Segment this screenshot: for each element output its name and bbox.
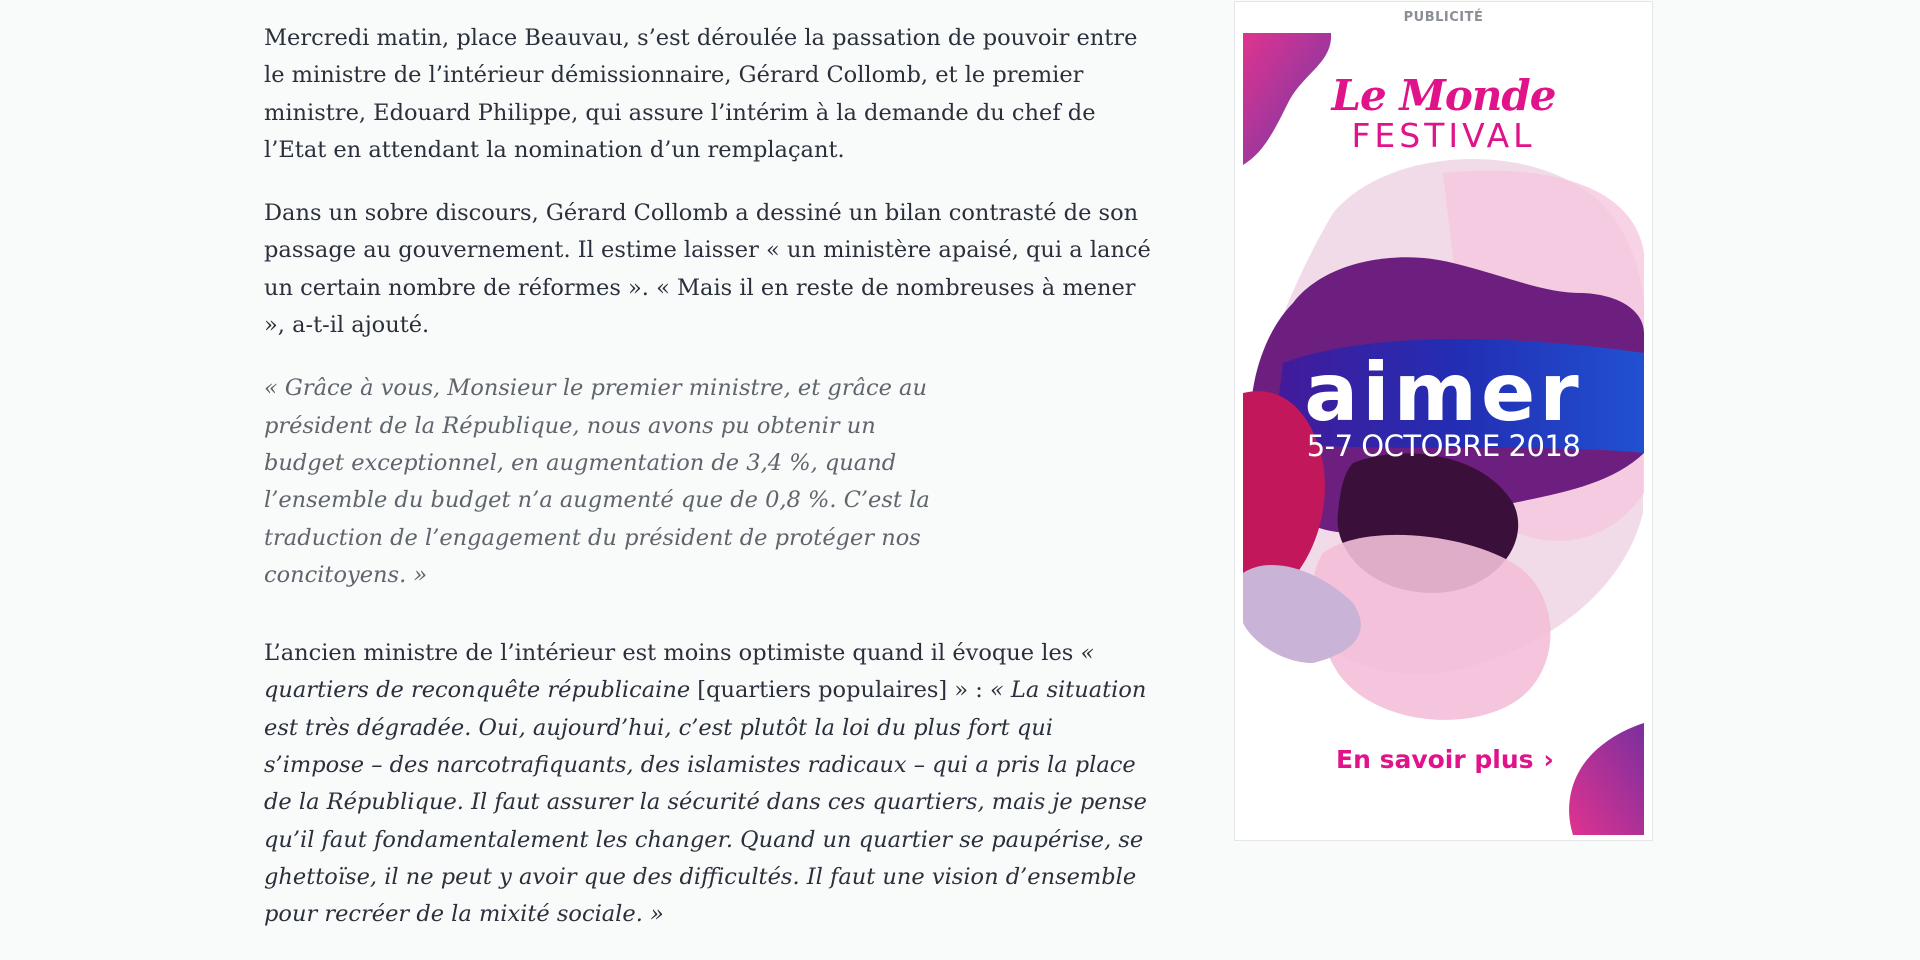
article-paragraph: Dans un sobre discours, Gérard Collomb a dessiné un bilan contrasté de son passage au gouvernement. Il estime laisser « un ministère apaisé, qui a lancé un certain nombre de réformes ». « Mais il en reste de nombreuses à mener », a-t-il ajouté. — [264, 200, 1151, 339]
inline-quote: « La situation est très dégradée. Oui, aujourd’hui, c’est plutôt la loi du plus fort qui s’impose – des narcotrafiquants, des islamistes radicaux – qui a pris la place de la République. Il faut assurer la sécurité dans ces quartiers, mais je pense qu’il faut fondamentalement les changer. Quand un quartier se paupérise, se ghettoïse, il ne peut y avoir que des difficultés. Il faut une vision d’ensemble pour recréer de la mixité sociale. » — [264, 677, 1147, 928]
cta-label: En savoir plus — [1336, 745, 1534, 774]
article-paragraph — [264, 635, 1154, 933]
learn-more-link[interactable] — [1336, 745, 1554, 774]
advertisement[interactable] — [1234, 1, 1653, 841]
brand-subtitle: FESTIVAL — [1351, 116, 1536, 155]
brand-logo — [1243, 73, 1644, 155]
ad-banner[interactable] — [1243, 33, 1644, 835]
article-body — [264, 20, 1154, 960]
bracket-note: [quartiers populaires] » : — [690, 677, 991, 704]
ad-title: aimer — [1304, 346, 1583, 439]
chevron-right-icon: › — [1543, 745, 1554, 774]
ad-label: PUBLICITÉ — [1403, 10, 1484, 25]
ad-dates: 5-7 OCTOBRE 2018 — [1306, 429, 1581, 463]
article-paragraph: Mercredi matin, place Beauvau, s’est déroulée la passation de pouvoir entre le ministre de l’intérieur démissionnaire, Gérard Collomb, et le premier ministre, Edouard Philippe, qui assure l’intérim à la demande du chef de l’Etat en attendant la nomination d’un remplaçant. — [264, 25, 1138, 163]
paragraph-intro: L’ancien ministre de l’intérieur est moins optimiste quand il évoque les — [264, 640, 1081, 667]
brand-name: Le Monde — [1331, 71, 1556, 120]
pull-quote: « Grâce à vous, Monsieur le premier ministre, et grâce au président de la République, nous avons pu obtenir un budget exceptionnel, en augmentation de 3,4 %, quand l’ensemble du budget n’a augmenté que de 0,8 %. C’est la traduction de l’engagement du président de protéger nos concitoyens. » — [264, 375, 930, 588]
italic-term: « quartiers de reconquête républicaine — [264, 640, 1095, 704]
